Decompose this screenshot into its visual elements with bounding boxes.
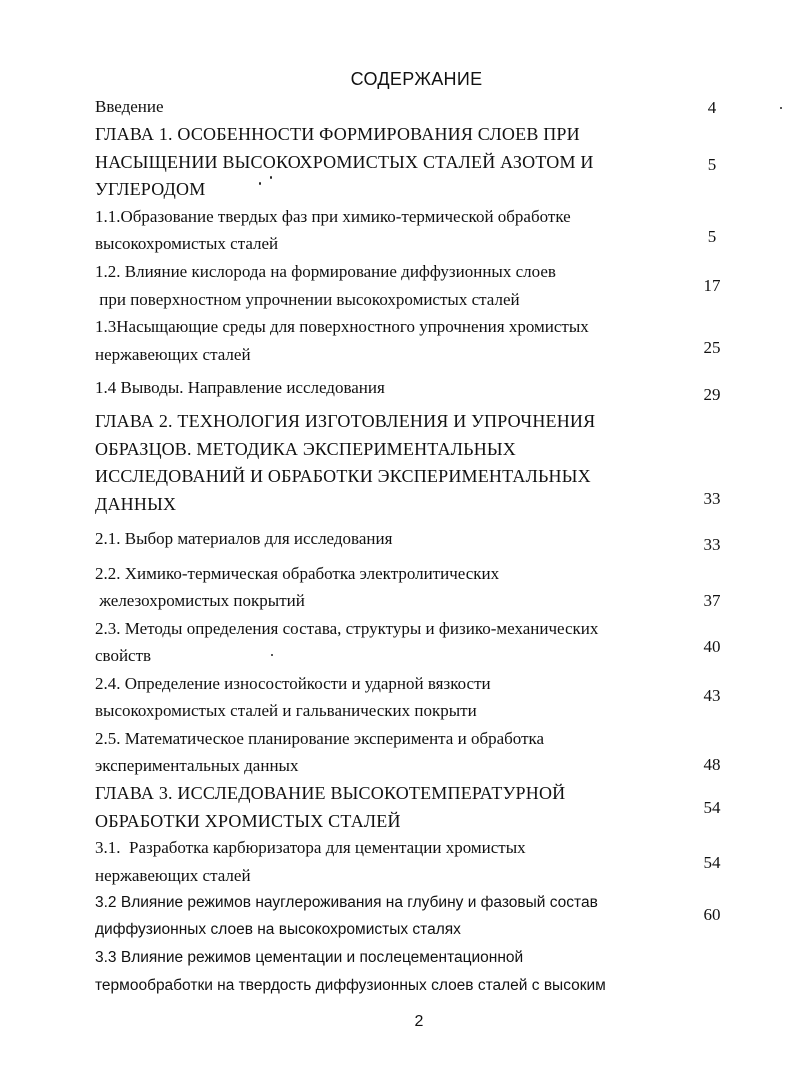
toc-section-1-3-line-1: 1.3Насыщающие среды для поверхностного упрочнения хромистых: [95, 317, 589, 336]
toc-section-1-2-line-1: 1.2. Влияние кислорода на формирование диффузионных слоев: [95, 262, 556, 281]
toc-section-2-2-line-2: железохромистых покрытий: [95, 591, 305, 610]
toc-section-2-4-line-1: 2.4. Определение износостойкости и ударной вязкости: [95, 674, 491, 693]
toc-section-3-1-line-2: нержавеющих сталей: [95, 866, 251, 885]
toc-chapter-1-line-3: УГЛЕРОДОМ: [95, 179, 206, 199]
toc-section-1-1-line-2: высокохромистых сталей: [95, 234, 279, 253]
toc-section-1-4-line-1: 1.4 Выводы. Направление исследования: [95, 378, 385, 397]
toc-chapter-1-line-1: ГЛАВА 1. ОСОБЕННОСТИ ФОРМИРОВАНИЯ СЛОЕВ ПРИ: [95, 124, 580, 144]
page-title: СОДЕРЖАНИЕ: [350, 69, 483, 89]
toc-section-2-5-line-1: 2.5. Математическое планирование эксперимента и обработка: [95, 729, 545, 748]
toc-section-2-5-line-2: экспериментальных данных: [95, 756, 299, 775]
toc-section-3-1-line-1: 3.1. Разработка карбюризатора для цементации хромистых: [95, 838, 526, 857]
toc-entry-intro-page: 4: [707, 98, 717, 117]
toc-section-2-1-page: 33: [703, 535, 721, 554]
toc-chapter-1-page: 5: [707, 155, 717, 174]
toc-section-2-1-line-1: 2.1. Выбор материалов для исследования: [95, 529, 393, 548]
toc-chapter-2-line-2: ОБРАЗЦОВ. МЕТОДИКА ЭКСПЕРИМЕНТАЛЬНЫХ: [95, 439, 517, 459]
toc-chapter-3-page: 54: [703, 798, 721, 817]
toc-chapter-1-line-2: НАСЫЩЕНИИ ВЫСОКОХРОМИСТЫХ СТАЛЕЙ АЗОТОМ И: [95, 152, 594, 172]
scan-speck: [780, 107, 782, 109]
toc-section-1-1-page: 5: [707, 227, 717, 246]
toc-section-1-4-page: 29: [703, 385, 721, 404]
toc-chapter-2-page: 33: [703, 489, 721, 508]
toc-section-1-3-line-2: нержавеющих сталей: [95, 345, 251, 364]
toc-section-2-2-page: 37: [703, 591, 721, 610]
toc-section-3-2-page: 60: [703, 905, 721, 924]
toc-section-2-4-line-2: высокохромистых сталей и гальванических покрыти: [95, 701, 477, 720]
toc-entry-intro-line-1: Введение: [95, 97, 164, 116]
toc-section-1-2-line-2: при поверхностном упрочнении высокохромистых сталей: [95, 290, 520, 309]
toc-section-2-5-page: 48: [703, 755, 721, 774]
toc-section-2-3-line-2: свойств: [95, 646, 152, 665]
scan-speck: [271, 654, 273, 656]
toc-section-2-2-line-1: 2.2. Химико-термическая обработка электролитических: [95, 564, 500, 583]
toc-chapter-3-line-1: ГЛАВА 3. ИССЛЕДОВАНИЕ ВЫСОКОТЕМПЕРАТУРНОЙ: [95, 783, 566, 803]
toc-section-2-3-line-1: 2.3. Методы определения состава, структуры и физико-механических: [95, 619, 599, 638]
toc-section-1-2-page: 17: [703, 276, 721, 295]
scan-speck: [270, 176, 272, 179]
page-number: 2: [414, 1013, 424, 1030]
scan-speck: [259, 182, 261, 185]
toc-chapter-2-line-3: ИССЛЕДОВАНИЙ И ОБРАБОТКИ ЭКСПЕРИМЕНТАЛЬНЫХ: [95, 466, 591, 486]
toc-section-3-1-page: 54: [703, 853, 721, 872]
toc-section-2-4-page: 43: [703, 686, 721, 705]
toc-section-2-3-page: 40: [703, 637, 721, 656]
toc-section-3-2-line-1: 3.2 Влияние режимов науглероживания на глубину и фазовый состав: [95, 894, 598, 911]
toc-chapter-3-line-2: ОБРАБОТКИ ХРОМИСТЫХ СТАЛЕЙ: [95, 811, 401, 831]
toc-section-3-3-line-2: термообработки на твердость диффузионных слоев сталей с высоким: [95, 977, 606, 994]
toc-chapter-2-line-1: ГЛАВА 2. ТЕХНОЛОГИЯ ИЗГОТОВЛЕНИЯ И УПРОЧНЕНИЯ: [95, 411, 596, 431]
toc-section-3-3-line-1: 3.3 Влияние режимов цементации и послецементационной: [95, 949, 524, 966]
toc-section-1-1-line-1: 1.1.Образование твердых фаз при химико-термической обработке: [95, 207, 571, 226]
toc-section-1-3-page: 25: [703, 338, 721, 357]
toc-chapter-2-line-4: ДАННЫХ: [95, 494, 177, 514]
toc-section-3-2-line-2: диффузионных слоев на высокохромистых сталях: [95, 921, 461, 938]
